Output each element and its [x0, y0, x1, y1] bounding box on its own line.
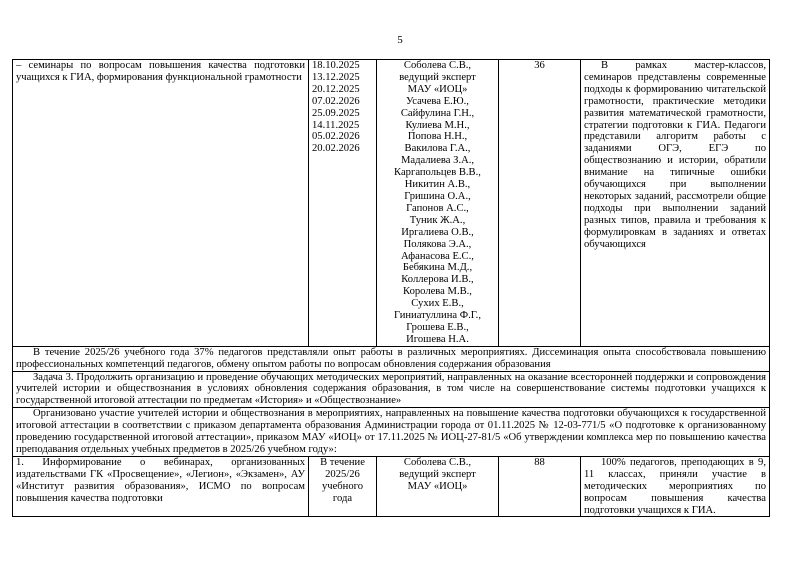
person-line: Кулиева М.Н.,: [405, 119, 470, 131]
person-line: Сайфулина Г.Н.,: [400, 107, 475, 119]
person-line: МАУ «ИОЦ»: [407, 480, 468, 492]
task-cell: [13, 371, 770, 408]
person-line: МАУ «ИОЦ»: [407, 83, 468, 95]
participant-count: 88: [534, 456, 545, 468]
result-cell: [581, 456, 770, 517]
table-row: [13, 408, 770, 457]
summary-text: В течение 2025/26 учебного года 37% педагогов представляли опыт работы в различных мероприятиях. Диссеминация опыта способствовала повышению профессиональных компетенций педагогов, обмену опытом работы по вопросам обновления содержания образования: [16, 346, 766, 370]
event-cell: [13, 60, 309, 347]
people-cell: [377, 60, 499, 347]
date-line: 20.02.2026: [312, 143, 360, 155]
date-line: 05.02.2026: [312, 131, 360, 143]
person-line: Мадалиева З.А.,: [400, 155, 475, 167]
result-cell: [581, 60, 770, 347]
result-text: В рамках мастер-классов, семинаров представлены современные подходы к формированию читательской грамотности, практические методики развития математической грамотности, стратегии подготовки к ГИА. Педагоги представили алгоритм работы с заданиями ОГЭ, ЕГЭ по обществознанию и истории, обратили внимание на типичные ошибки обучающихся при выполнении некоторых заданий, рассмотрели общие подходы при выполнении заданий разных типов, правила и требования к формулировкам в заданиях и ответах обучающихся: [584, 60, 766, 250]
result-text: 100% педагогов, преподающих в 9, 11 классах, приняли участие в методических мероприятиях по вопросам повышения качества подготовки учащихся к ГИА.: [584, 456, 766, 516]
person-line: Иргалиева О.В.,: [401, 226, 474, 238]
event-cell: [13, 456, 309, 517]
person-line: Никитин А.В.,: [404, 179, 471, 191]
dates-list: [312, 457, 373, 505]
count-cell: [499, 456, 581, 517]
organized-text: Организовано участие учителей истории и обществознания в мероприятиях, направленных на повышение качества подготовки обучающихся к государственной итоговой аттестации в соответствии с приказом департамента образования Администрации города от 01.11.2025 № 12-03-771/5 «О подготовке к организованному проведению государственной итоговой аттестации», приказом МАУ «ИОЦ» от 17.11.2025 № ИОЦ-27-81/5 «Об утверждении комплекса мер по повышению качества преподавания отдельных учебных предметов в 2025/26 учебном году»:: [16, 408, 766, 455]
summary-cell: [13, 346, 770, 371]
person-line: Гришина О.А.,: [404, 190, 471, 202]
report-table: [12, 59, 770, 517]
people-cell: [377, 456, 499, 517]
table-row: [13, 371, 770, 408]
event-text: 1. Информирование о вебинарах, организованных издательствами ГК «Просвещение», «Легион», «Экзамен», АУ «Институт развития образования», ИСМО по вопросам повышения качества подготовки: [16, 456, 305, 504]
person-line: ведущий эксперт: [399, 71, 476, 83]
people-list: [380, 457, 495, 493]
date-line: 2025/26: [325, 468, 360, 480]
page-number: 5: [397, 34, 403, 46]
person-line: Полякова Э.А.,: [403, 238, 472, 250]
table-row: [13, 456, 770, 517]
person-line: Грошева Е.В.,: [406, 321, 469, 333]
person-line: Гапонов А.С.,: [406, 202, 469, 214]
person-line: Усачева Е.Ю.,: [406, 95, 469, 107]
person-line: Коллерова И.В.,: [401, 274, 474, 286]
count-cell: [499, 60, 581, 347]
organized-cell: [13, 408, 770, 457]
date-line: 13.12.2025: [312, 71, 360, 83]
person-line: Каргапольцев В.В.,: [394, 167, 481, 179]
person-line: Бебякина М.Д.,: [402, 262, 473, 274]
person-line: Вакилова Г.А.,: [404, 143, 471, 155]
dates-list: [312, 60, 373, 155]
people-list: [380, 60, 495, 346]
person-line: Игошева Н.А.: [406, 333, 469, 345]
date-line: 14.11.2025: [312, 119, 360, 131]
table-row: [13, 346, 770, 371]
date-line: 18.10.2025: [312, 60, 360, 71]
person-line: Туник Ж.А.,: [409, 214, 466, 226]
date-line: 07.02.2026: [312, 95, 360, 107]
dates-cell: [309, 60, 377, 347]
event-text: – семинары по вопросам повышения качества подготовки учащихся к ГИА, формирования функциональной грамотности: [16, 60, 305, 83]
person-line: Гиниатуллина Ф.Г.,: [394, 310, 481, 322]
date-line: 25.09.2025: [312, 107, 360, 119]
person-line: ведущий эксперт: [399, 468, 476, 480]
table-row: [13, 60, 770, 347]
person-line: Попова Н.Н.,: [407, 131, 468, 143]
date-line: года: [332, 492, 353, 504]
date-line: учебного: [321, 480, 364, 492]
date-line: В течение: [320, 456, 365, 468]
person-line: Афанасова Е.С.,: [401, 250, 474, 262]
person-line: Соболева С.В.,: [403, 60, 472, 71]
date-line: 20.12.2025: [312, 83, 360, 95]
person-line: Соболева С.В.,: [403, 456, 472, 468]
dates-cell: [309, 456, 377, 517]
person-line: Королева М.В.,: [403, 286, 472, 298]
participant-count: 36: [534, 60, 545, 71]
task-text: Задача 3. Продолжить организацию и проведение обучающих методических мероприятий, направленных на оказание всесторонней поддержки и сопровождения учителей истории и обществознания в условиях обновления содержания образования, в том числе на совершенствование системы подготовки учащихся к государственной итоговой аттестации по предметам «История» и «Обществознание»: [16, 371, 766, 407]
person-line: Сухих Е.В.,: [411, 298, 464, 310]
